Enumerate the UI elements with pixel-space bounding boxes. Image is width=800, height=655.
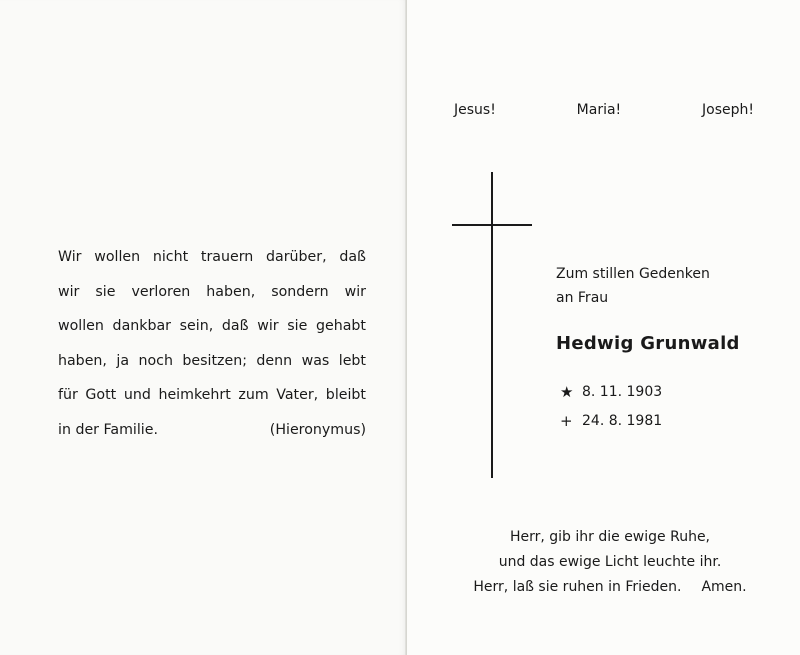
deceased-name: Hedwig Grunwald: [556, 333, 740, 354]
death-date: 24. 8. 1981: [582, 413, 663, 429]
cross-icon-horizontal: [452, 224, 532, 226]
prayer-block: [440, 525, 780, 600]
memorial-line: Zum stillen Gedenken: [556, 266, 710, 282]
memorial-text: [556, 262, 710, 310]
death-row: [560, 407, 662, 436]
prayer-last-line: [440, 575, 780, 600]
invocation-line: [454, 102, 754, 118]
cross-icon: +: [560, 412, 573, 430]
prayer-line: Herr, gib ihr die ewige Ruhe,: [509, 529, 711, 545]
verse-line: wir sie verloren haben, sondern wir: [58, 283, 366, 300]
birth-row: [560, 378, 662, 407]
life-dates: [560, 378, 662, 436]
invocation-joseph: Joseph!: [702, 102, 754, 118]
verse-line: haben, ja noch besitzen; denn was lebt: [58, 352, 366, 369]
star-icon: ★: [560, 383, 574, 401]
verse-last-text: in der Familie.: [58, 421, 158, 438]
verse-last-line: [58, 413, 366, 448]
prayer-last-text: Herr, laß sie ruhen in Frieden.: [473, 579, 682, 595]
invocation-maria: Maria!: [576, 102, 622, 118]
verse-block: [58, 240, 366, 447]
birth-date: 8. 11. 1903: [582, 384, 663, 400]
verse-line: wollen dankbar sein, daß wir sie gehabt: [58, 318, 366, 334]
verse-line: Wir wollen nicht trauern darüber, daß: [58, 249, 366, 265]
prayer-line: und das ewige Licht leuchte ihr.: [498, 554, 722, 570]
verse-line: für Gott und heimkehrt zum Vater, bleibt: [58, 387, 366, 403]
invocation-jesus: Jesus!: [454, 102, 496, 118]
prayer-amen: Amen.: [701, 579, 747, 595]
verse-attribution: (Hieronymus): [269, 421, 366, 438]
cross-icon-vertical: [491, 172, 493, 478]
memorial-line: an Frau: [556, 290, 609, 306]
